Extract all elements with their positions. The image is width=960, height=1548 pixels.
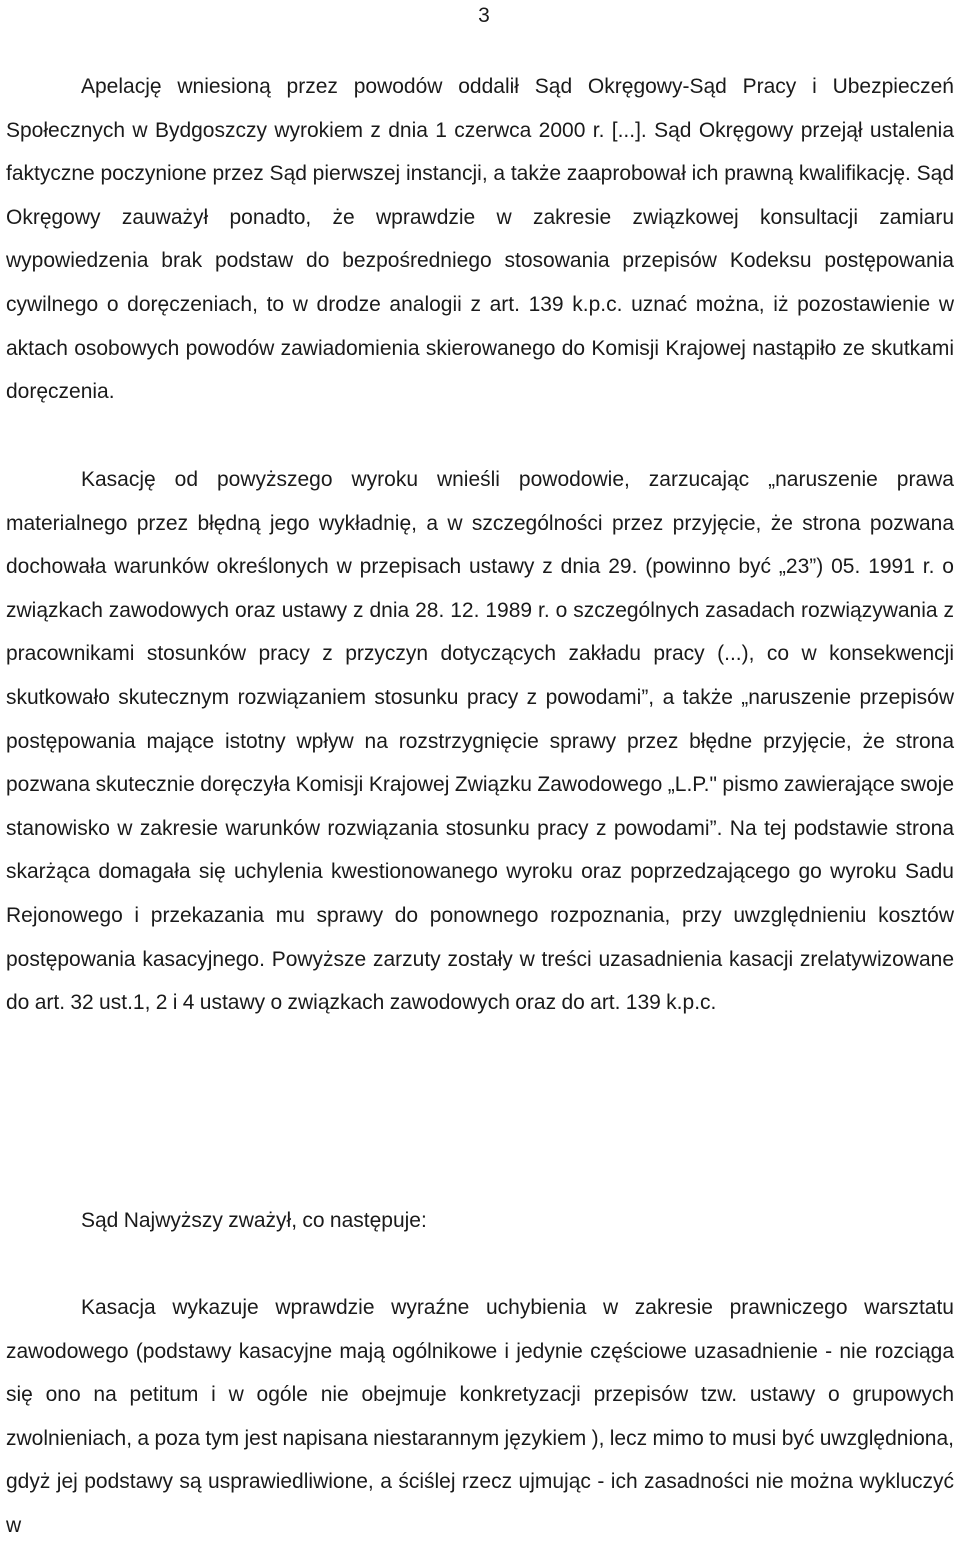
paragraph-cassation-assessment: Kasacja wykazuje wprawdzie wyraźne uchybienia w zakresie prawniczego warsztatu zawodowego (podstawy kasacyjne mają ogólnikowe i jedynie częściowe uzasadnienie - nie rozciąga się ono na petitum i w ogóle nie obejmuje konkretyzacji przepisów tzw. ustawy o grupowych zwolnieniach, a poza tym jest napisana niestarannym językiem ), lecz mimo to musi być uwzględniona, gdyż jej podstawy są usprawiedliwione, a ściślej rzecz ujmując - ich zasadności nie można wykluczyć w (6, 1296, 954, 1537)
page-number: 3 (478, 4, 490, 27)
paragraph-appeal-dismissed: Apelację wniesioną przez powodów oddalił Sąd Okręgowy-Sąd Pracy i Ubezpieczeń Społecznych w Bydgoszczy wyrokiem z dnia 1 czerwca 2000 r. [...]. Sąd Okręgowy przejął ustalenia faktyczne poczynione przez Sąd pierwszej instancji, a także zaaprobował ich prawną kwalifikację. Sąd Okręgowy zauważył ponadto, że wprawdzie w zakresie związkowej konsultacji zamiaru wypowiedzenia brak podstaw do bezpośredniego stosowania przepisów Kodeksu postępowania cywilnego o doręczeniach, to w drodze analogii z art. 139 k.p.c. uznać można, iż pozostawienie w aktach osobowych powodów zawiadomienia skierowanego do Komisji Krajowej nastąpiło ze skutkami doręczenia. (6, 75, 954, 404)
paragraph-cassation-grounds: Kasację od powyższego wyroku wnieśli powodowie, zarzucając „naruszenie prawa materialnego przez błędną jego wykładnię, a w szczególności przez przyjęcie, że strona pozwana dochowała warunków określonych w przepisach ustawy z dnia 29. (powinno być „23”) 05. 1991 r. o związkach zawodowych oraz ustawy z dnia 28. 12. 1989 r. o szczególnych zasadach rozwiązywania z pracownikami stosunków pracy z przyczyn dotyczących zakładu pracy (...), co w konsekwencji skutkowało skutecznym rozwiązaniem stosunku pracy z powodami”, a także „naruszenie przepisów postępowania mające istotny wpływ na rozstrzygnięcie sprawy przez błędne przyjęcie, że strona pozwana skutecznie doręczyła Komisji Krajowej Związku Zawodowego „L.P." pismo zawierające swoje stanowisko w zakresie warunków rozwiązania stosunku pracy z powodami”. Na tej podstawie strona skarżąca domagała się uchylenia kwestionowanego wyroku oraz poprzedzającego go wyroku Sadu Rejonowego i przekazania mu sprawy do ponownego rozpoznania, przy uwzględnieniu kosztów postępowania kasacyjnego. Powyższe zarzuty zostały w treści uzasadnienia kasacji zrelatywizowane do art. 32 ust.1, 2 i 4 ustawy o związkach zawodowych oraz do art. 139 k.p.c. (6, 468, 954, 1015)
paragraph-court-considerations-heading: Sąd Najwyższy zważył, co następuje: (81, 1209, 427, 1232)
